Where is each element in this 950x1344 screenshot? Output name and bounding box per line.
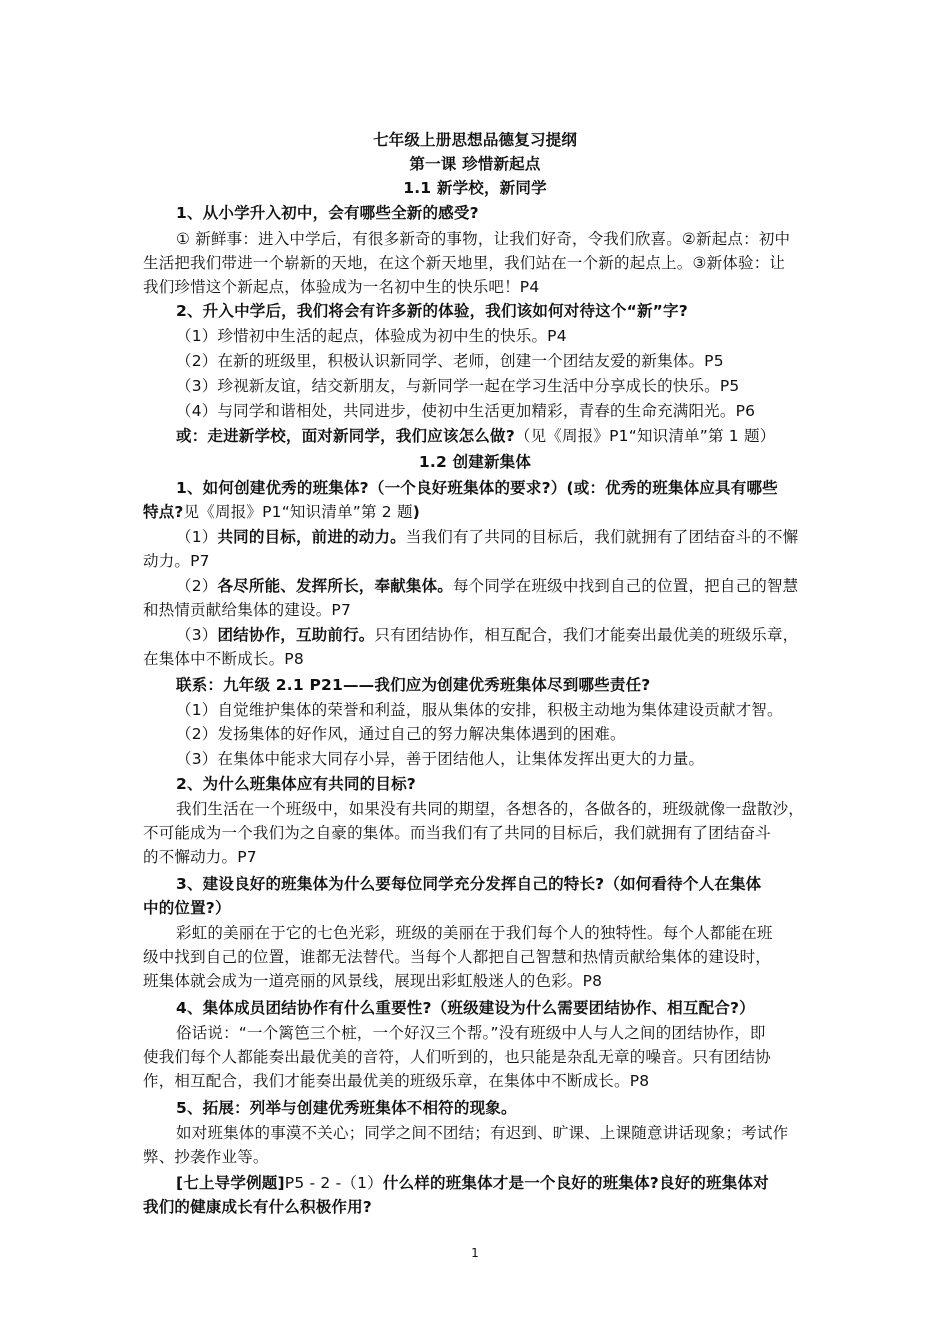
point-1-number: （1） (176, 528, 218, 546)
example-tag: [七上导学例题] (176, 1174, 285, 1192)
s2-question-1-line-2 (143, 500, 420, 524)
point-3-title: 团结协作，互助前行。 (217, 626, 375, 644)
point-1-line-1 (176, 525, 798, 549)
s2-question-2: 2、为什么班集体应有共同的目标? (176, 775, 416, 793)
page-number: 1 (471, 1246, 479, 1260)
s2-question-4: 4、集体成员团结协作有什么重要性?（班级建设为什么需要团结协作、相互配合?） (176, 999, 755, 1017)
point-2-text: 每个同学在班级中找到自己的位置，把自己的智慧 (452, 577, 799, 595)
example-line-2: 我们的健康成长有什么积极作用? (143, 1198, 372, 1216)
link-question: 联系：九年级 2.1 P21——我们应为创建优秀班集体尽到哪些责任? (176, 676, 651, 694)
point-2-number: （2） (176, 577, 218, 595)
point-1-title: 共同的目标，前进的动力。 (217, 528, 406, 546)
answer-1-line-3: 我们珍惜这个新起点，体验成为一名初中生的快乐吧！P4 (143, 278, 540, 296)
point-3-number: （3） (176, 626, 218, 644)
s2-answer-2-line-2: 不可能成为一个我们为之自豪的集体。而当我们有了共同的目标后，我们就拥有了团结奋斗 (143, 824, 772, 842)
s2-question-3-line-1: 3、建设良好的班集体为什么要每位同学充分发挥自己的特长?（如何看待个人在集体 (176, 875, 762, 893)
s2-answer-4-line-1: 俗话说：“一个篱笆三个桩，一个好汉三个帮。”没有班级中人与人之间的团结协作，即 (176, 1024, 766, 1042)
lesson-heading: 第一课 珍惜新起点 (409, 155, 541, 173)
section-heading-1-1: 1.1 新学校，新同学 (403, 179, 547, 197)
s2-question-1-tail: 特点? (143, 503, 184, 521)
s2-answer-4-line-2: 使我们每个人都能奏出最优美的音符，人们听到的，也只能是杂乱无章的噪音。只有团结协 (143, 1048, 772, 1066)
link-answer-2: （2）发扬集体的好作风，通过自己的努力解决集体遇到的困难。 (176, 725, 626, 743)
alternate-question (176, 424, 775, 448)
s2-answer-3-line-3: 班集体就会成为一道亮丽的风景线，展现出彩虹般迷人的色彩。P8 (143, 972, 603, 990)
s2-answer-2-line-1: 我们生活在一个班级中，如果没有共同的期望，各想各的，各做各的，班级就像一盘散沙， (176, 800, 805, 818)
s2-question-1-close: ) (412, 503, 420, 521)
alternate-question-ref: （见《周报》P1“知识清单”第 1 题） (514, 427, 776, 445)
alternate-question-text: 或：走进新学校，面对新同学，我们应该怎么做? (176, 427, 515, 445)
s2-answer-5-line-1: 如对班集体的事漠不关心；同学之间不团结；有迟到、旷课、上课随意讲话现象；考试作 (176, 1124, 789, 1142)
example-line-1 (176, 1171, 769, 1195)
section-heading-1-2: 1.2 创建新集体 (418, 453, 532, 471)
question-1: 1、从小学升入初中，会有哪些全新的感受? (176, 204, 479, 222)
answer-1-line-2: 生活把我们带进一个崭新的天地，在这个新天地里，我们站在一个新的起点上。③新体验：让 (143, 254, 786, 272)
s2-question-5: 5、拓展：列举与创建优秀班集体不相符的现象。 (176, 1099, 517, 1117)
point-2-line-2: 和热情贡献给集体的建设。P7 (143, 601, 352, 619)
s2-answer-5-line-2: 弊、抄袭作业等。 (143, 1148, 269, 1166)
s2-answer-4-line-3: 作，相互配合，我们才能奏出最优美的班级乐章，在集体中不断成长。P8 (143, 1072, 650, 1090)
answer-2-item-2: （2）在新的班级里，积极认识新同学、老师，创建一个团结友爱的新集体。P5 (176, 352, 724, 370)
s2-question-1-line-1: 1、如何创建优秀的班集体?（一个良好班集体的要求?）(或：优秀的班集体应具有哪些 (176, 479, 778, 497)
link-answer-3: （3）在集体中能求大同存小异，善于团结他人，让集体发挥出更大的力量。 (176, 750, 705, 768)
point-1-text: 当我们有了共同的目标后，我们就拥有了团结奋斗的不懈 (405, 528, 799, 546)
s2-question-1-ref: 见《周报》P1“知识清单”第 2 题 (183, 503, 413, 521)
answer-2-item-1: （1）珍惜初中生活的起点，体验成为初中生的快乐。P4 (176, 327, 567, 345)
link-answer-1: （1）自觉维护集体的荣誉和利益，服从集体的安排，积极主动地为集体建设贡献才智。 (176, 701, 783, 719)
point-3-line-1 (176, 623, 798, 647)
answer-1-line-1: ① 新鲜事：进入中学后，有很多新奇的事物，让我们好奇，令我们欣喜。②新起点：初中 (176, 230, 791, 248)
doc-title: 七年级上册思想品德复习提纲 (372, 131, 578, 149)
s2-question-3-line-2: 中的位置?） (143, 899, 231, 917)
point-3-line-2: 在集体中不断成长。P8 (143, 650, 304, 668)
point-3-text: 只有团结协作，相互配合，我们才能奏出最优美的班级乐章， (374, 626, 799, 644)
answer-2-item-3: （3）珍视新友谊，结交新朋友，与新同学一起在学习生活中分享成长的快乐。P5 (176, 377, 740, 395)
answer-2-item-4: （4）与同学和谐相处，共同进步，使初中生活更加精彩，青春的生命充满阳光。P6 (176, 402, 756, 420)
s2-answer-3-line-1: 彩虹的美丽在于它的七色光彩，班级的美丽在于我们每个人的独特性。每个人都能在班 (176, 924, 773, 942)
example-ref: P5 - 2 -（1） (284, 1174, 383, 1192)
s2-answer-2-line-3: 的不懈动力。P7 (143, 848, 257, 866)
example-question: 什么样的班集体才是一个良好的班集体?良好的班集体对 (382, 1174, 769, 1192)
point-2-title: 各尽所能、发挥所长，奉献集体。 (217, 577, 453, 595)
s2-answer-3-line-2: 级中找到自己的位置，谁都无法替代。当每个人都把自己智慧和热情贡献给集体的建设时， (143, 948, 772, 966)
point-1-line-2: 动力。P7 (143, 552, 210, 570)
question-2: 2、升入中学后，我们将会有许多新的体验，我们该如何对待这个“新”字? (176, 302, 688, 320)
point-2-line-1 (176, 574, 798, 598)
